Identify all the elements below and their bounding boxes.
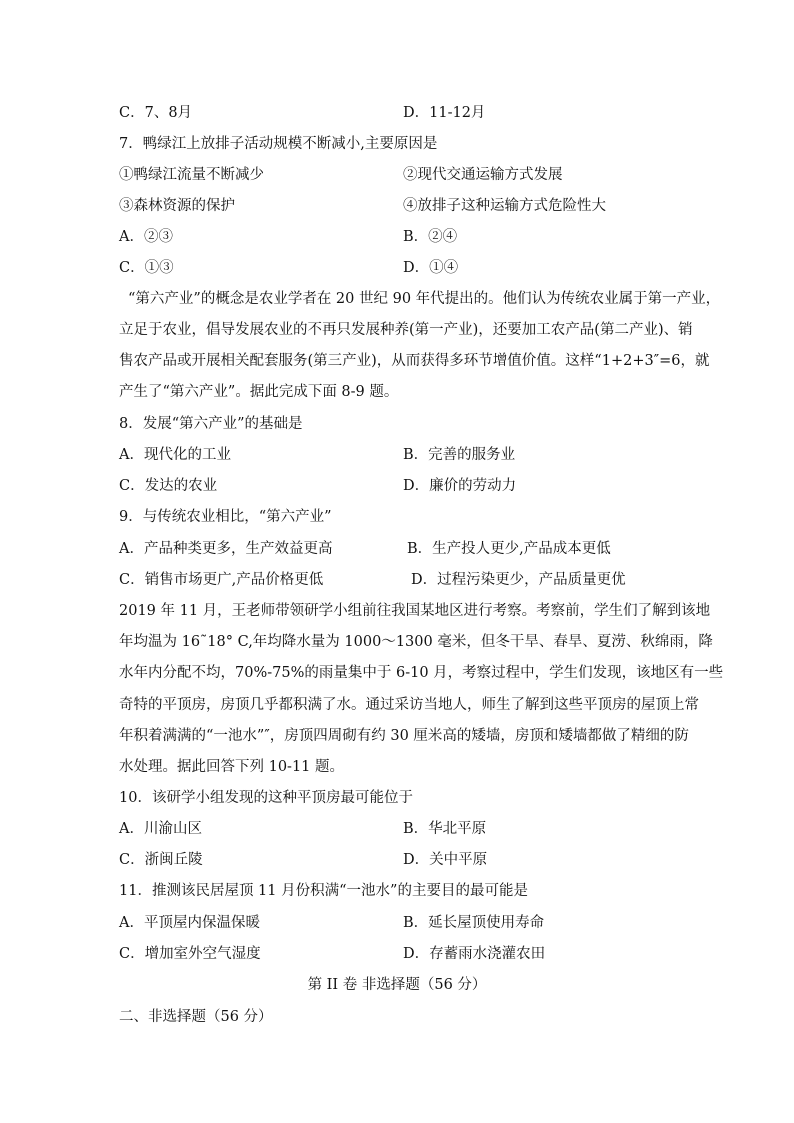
passage2-line: 奇特的平顶房，房顶几乎都积满了水。通过采访当地人，师生了解到这些平顶房的屋顶上常	[119, 697, 699, 713]
q11-option-b: B．延长屋顶使用寿命	[403, 915, 545, 931]
q11-stem: 11．推测该民居屋顶 11 月份积满“一池水”的主要目的最可能是	[119, 883, 528, 899]
passage2-line: 年积着满满的“一池水”″，房顶四周砌有约 30 厘米高的矮墙，房顶和矮墙都做了精细的防	[119, 728, 689, 744]
q7-option-c: C．①③	[119, 260, 174, 276]
passage2-line: 2019 年 11 月，王老师带领研学小组前往我国某地区进行考察。考察前，学生们了解到该地	[119, 603, 711, 619]
q7-statement-4: ④放排子这种运输方式危险性大	[403, 198, 606, 214]
passage1-line: “第六产业”的概念是农业学者在 20 世纪 90 年代提出的。他们认为传统农业属于第一产业，	[128, 291, 721, 307]
q8-option-b: B．完善的服务业	[403, 447, 516, 463]
q8-option-c: C．发达的农业	[119, 478, 218, 494]
q10-option-b: B．华北平原	[403, 821, 487, 837]
q9-option-c: C．销售市场更广,产品价格更低	[119, 572, 324, 588]
q9-stem: 9．与传统农业相比，“第六产业”	[119, 509, 332, 525]
q8-option-a: A．现代化的工业	[119, 447, 231, 463]
q9-option-d: D．过程污染更少，产品质量更优	[411, 572, 626, 588]
section2-heading: 二、非选择题（56 分）	[119, 1009, 273, 1025]
q11-option-a: A．平顶屋内保温保暖	[119, 915, 260, 931]
q6-option-d: D．11-12月	[403, 105, 486, 121]
q10-option-c: C．浙闽丘陵	[119, 852, 203, 868]
passage2-line: 水处理。据此回答下列 10-11 题。	[119, 759, 345, 775]
q8-option-d: D．廉价的劳动力	[403, 478, 517, 494]
q11-option-d: D．存蓄雨水浇灌农田	[403, 946, 546, 962]
q7-stem: 7．鸭绿江上放排子活动规模不断减小,主要原因是	[119, 136, 438, 152]
q9-option-b: B．生产投人更少,产品成本更低	[407, 541, 611, 557]
q7-statement-2: ②现代交通运输方式发展	[403, 167, 563, 183]
passage1-line: 售农产品或开展相关配套服务(第三产业)，从而获得多环节增值价值。这样“1+2+3″=6，就	[119, 353, 710, 369]
q8-stem: 8．发展“第六产业”的基础是	[119, 416, 303, 432]
q6-option-c: C．7、8月	[119, 105, 193, 121]
q7-statement-3: ③森林资源的保护	[119, 198, 235, 214]
q7-statement-1: ①鸭绿江流量不断减少	[119, 167, 264, 183]
passage2-line: 水年内分配不均，70%-75%的雨量集中于 6-10 月，考察过程中，学生们发现，该地区有一些	[119, 665, 724, 681]
q9-option-a: A．产品种类更多，生产效益更高	[119, 541, 333, 557]
q7-option-a: A．②③	[119, 229, 173, 245]
passage1-line: 产生了“第六产业”。据此完成下面 8-9 题。	[119, 384, 399, 400]
part2-heading: 第 II 卷 非选择题（56 分）	[307, 977, 487, 993]
q7-option-d: D．①④	[403, 260, 459, 276]
q7-option-b: B．②④	[403, 229, 458, 245]
passage2-line: 年均温为 16˜18° C,年均降水量为 1000～1300 毫米，但冬干旱、春旱、夏涝、秋绵雨，降	[119, 634, 713, 650]
q10-option-a: A．川渝山区	[119, 821, 202, 837]
q10-stem: 10．该研学小组发现的这种平顶房最可能位于	[119, 790, 413, 806]
passage1-line: 立足于农业，倡导发展农业的不再只发展种养(第一产业)，还要加工农产品(第二产业)、销	[119, 322, 693, 338]
q10-option-d: D．关中平原	[403, 852, 488, 868]
q11-option-c: C．增加室外空气湿度	[119, 946, 261, 962]
